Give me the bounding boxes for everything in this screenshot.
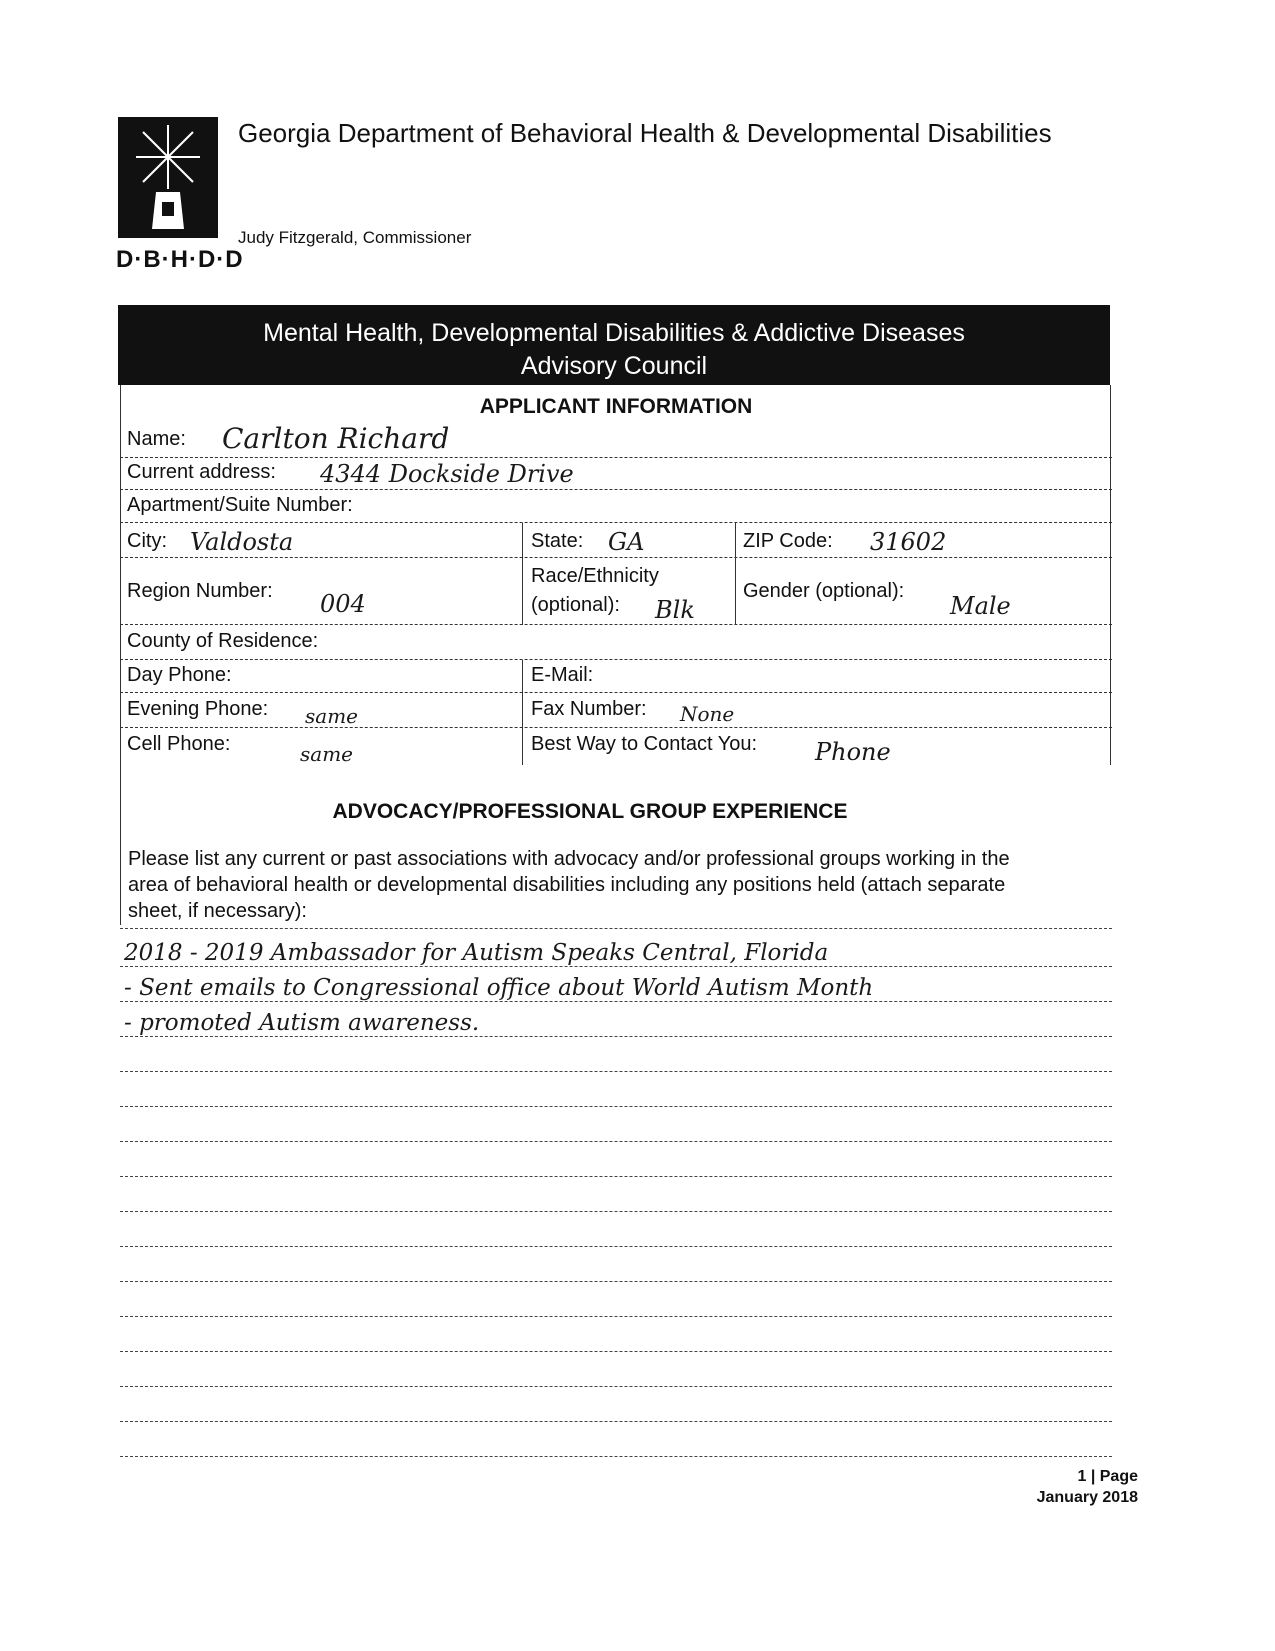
advocacy-entry[interactable]: 2018 - 2019 Ambassador for Autism Speaks Central, Florida [124, 940, 829, 966]
dayphone-row [120, 660, 1112, 693]
lighthouse-star-icon [118, 117, 218, 238]
fax-value[interactable]: None [680, 702, 735, 726]
advocacy-entry[interactable]: - Sent emails to Congressional office about World Autism Month [124, 975, 874, 1001]
name-value[interactable]: Carlton Richard [222, 422, 450, 455]
organization-name: Georgia Department of Behavioral Health & Developmental Disabilities [238, 118, 1052, 148]
ruled-line [120, 1141, 1112, 1142]
race-label-2: (optional): [531, 594, 620, 616]
evening-value[interactable]: same [305, 704, 358, 728]
advocacy-entry[interactable]: - promoted Autism awareness. [124, 1010, 480, 1036]
ruled-line [120, 1351, 1112, 1352]
dayphone-label: Day Phone: [127, 664, 232, 686]
ruled-line [120, 1036, 1112, 1037]
gender-label: Gender (optional): [743, 580, 905, 602]
region-label: Region Number: [127, 580, 273, 602]
ruled-line [120, 1281, 1112, 1282]
advocacy-instructions: Please list any current or past associations with advocacy and/or professional groups working in the area of behavioral health or developmental disabilities including any positions held (attach separate sheet, if necessary): [128, 848, 1010, 922]
applicant-heading: APPLICANT INFORMATION [479, 395, 753, 418]
page-number: 1 | Page [1077, 1468, 1138, 1485]
ruled-line [120, 1106, 1112, 1107]
evening-label: Evening Phone: [127, 698, 269, 720]
fax-label: Fax Number: [531, 698, 647, 720]
page-footer [1037, 1466, 1138, 1508]
address-value[interactable]: 4344 Dockside Drive [320, 460, 574, 488]
cell-value[interactable]: same [300, 742, 353, 766]
ruled-line [120, 1386, 1112, 1387]
ruled-line [120, 1211, 1112, 1212]
ruled-line [120, 1456, 1112, 1457]
ruled-line [120, 928, 1112, 929]
best-contact-label: Best Way to Contact You: [531, 733, 758, 755]
cell-label: Cell Phone: [127, 733, 231, 755]
zip-label: ZIP Code: [743, 530, 833, 552]
zip-value[interactable]: 31602 [870, 528, 947, 556]
logo-text: D·B·H·D·D [116, 246, 244, 273]
state-value[interactable]: GA [608, 528, 645, 556]
ruled-line [120, 1001, 1112, 1002]
name-label: Name: [127, 428, 186, 450]
column-divider [735, 523, 736, 625]
council-banner [118, 305, 1110, 385]
state-label: State: [531, 530, 584, 552]
county-label: County of Residence: [127, 630, 319, 652]
banner-line2: Advisory Council [520, 352, 708, 380]
banner-line1: Mental Health, Developmental Disabilities & Addictive Diseases [263, 319, 965, 347]
revision-date: January 2018 [1036, 1489, 1138, 1506]
ruled-line [120, 966, 1112, 967]
race-label-1: Race/Ethnicity [531, 565, 659, 587]
region-value[interactable]: 004 [320, 590, 366, 618]
city-value[interactable]: Valdosta [190, 528, 294, 556]
ruled-line [120, 1176, 1112, 1177]
advocacy-heading: ADVOCACY/PROFESSIONAL GROUP EXPERIENCE [332, 800, 848, 823]
dbhdd-logo [118, 117, 218, 238]
email-label: E-Mail: [531, 664, 594, 686]
address-label: Current address: [127, 461, 276, 483]
race-value[interactable]: Blk [655, 596, 695, 624]
column-divider [522, 523, 523, 625]
ruled-line [120, 1071, 1112, 1072]
apartment-label: Apartment/Suite Number: [127, 494, 353, 516]
gender-value[interactable]: Male [950, 592, 1011, 620]
ruled-line [120, 1246, 1112, 1247]
city-label: City: [127, 530, 167, 552]
ruled-line [120, 1316, 1112, 1317]
best-contact-value[interactable]: Phone [815, 738, 891, 766]
ruled-line [120, 1421, 1112, 1422]
column-divider [522, 660, 523, 765]
commissioner: Judy Fitzgerald, Commissioner [238, 228, 472, 247]
